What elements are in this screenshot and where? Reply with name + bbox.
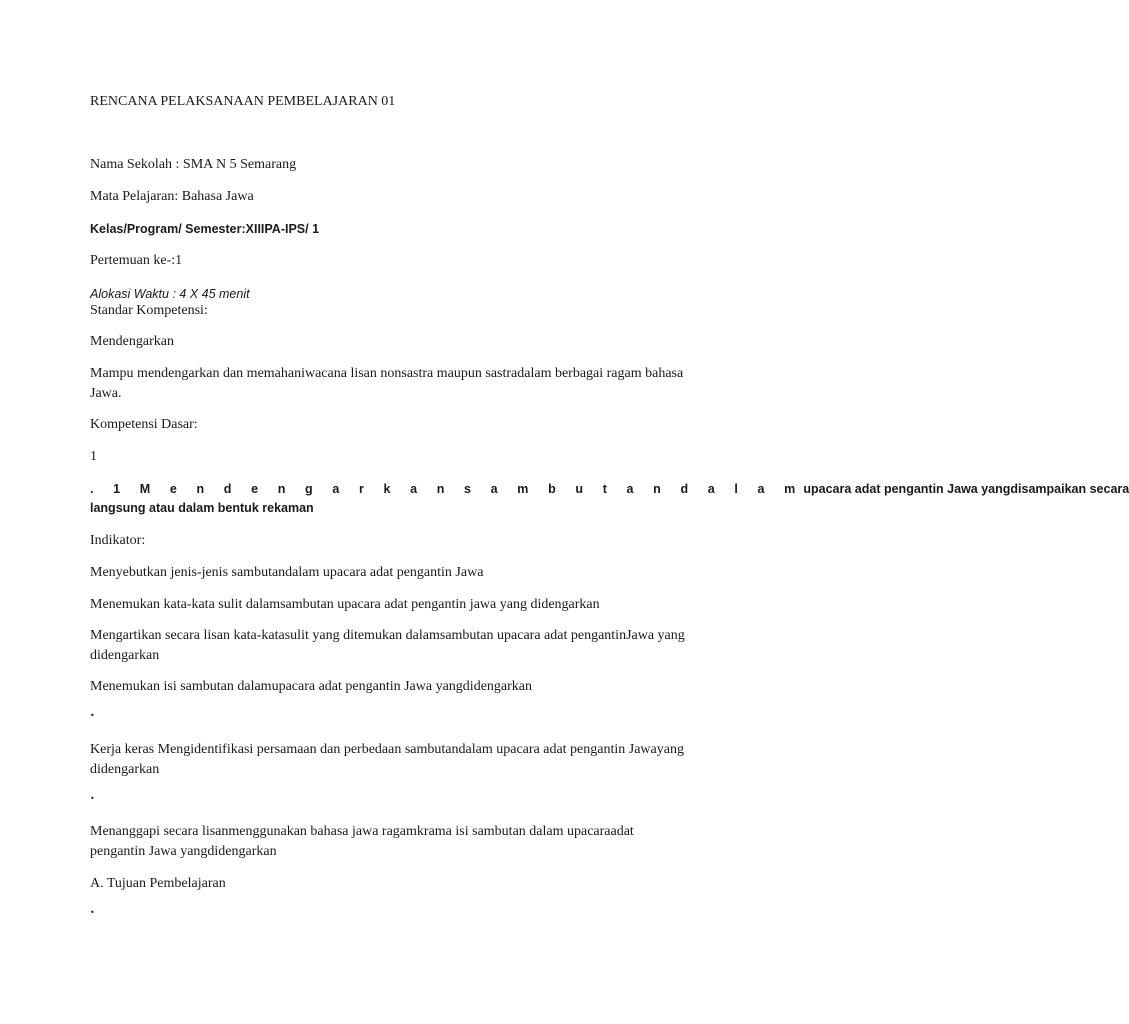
indikator-item-3-line-1: Mengartikan secara lisan kata-katasulit yang ditemukan dalamsambutan upacara adat pengantinJawa yang	[90, 628, 685, 643]
bullet-marker-3: •	[90, 908, 95, 917]
mampu-line-2: Jawa.	[90, 386, 122, 401]
kd-line-1-spaced: . 1 M e n d e n g a r k a n s a m b u t a n d a l a m	[90, 482, 800, 496]
standar-kompetensi-label: Standar Kompetensi:	[90, 303, 208, 318]
kompetensi-dasar-label: Kompetensi Dasar:	[90, 417, 198, 432]
indikator-label: Indikator:	[90, 533, 146, 548]
kd-line-1	[90, 479, 1129, 499]
menanggapi-line-2: pengantin Jawa yangdidengarkan	[90, 844, 277, 859]
alokasi-waktu-line: Alokasi Waktu : 4 X 45 menit	[90, 287, 250, 301]
indikator-item-1: Menyebutkan jenis-jenis sambutandalam upacara adat pengantin Jawa	[90, 565, 484, 580]
pertemuan-line: Pertemuan ke-:1	[90, 253, 183, 268]
kd-line-2: langsung atau dalam bentuk rekaman	[90, 501, 314, 515]
indikator-item-3-line-2: didengarkan	[90, 648, 160, 663]
mendengarkan-heading: Mendengarkan	[90, 334, 174, 349]
indikator-item-4: Menemukan isi sambutan dalamupacara adat pengantin Jawa yangdidengarkan	[90, 679, 533, 694]
document-title: RENCANA PELAKSANAAN PEMBELAJARAN 01	[90, 94, 396, 109]
kelas-program-line: Kelas/Program/ Semester:XIIIPA-IPS/ 1	[90, 222, 320, 236]
menanggapi-line-1: Menanggapi secara lisanmenggunakan bahasa jawa ragamkrama isi sambutan dalam upacaraadat	[90, 824, 634, 839]
kd-line-1-rest: upacara adat pengantin Jawa yangdisampaikan secara	[799, 482, 1129, 496]
mata-pelajaran-line: Mata Pelajaran: Bahasa Jawa	[90, 189, 254, 204]
nama-sekolah-line: Nama Sekolah : SMA N 5 Semarang	[90, 157, 297, 172]
kerja-keras-line-1: Kerja keras Mengidentifikasi persamaan dan perbedaan sambutandalam upacara adat pengantin Jawayang	[90, 742, 684, 757]
indikator-item-2: Menemukan kata-kata sulit dalamsambutan upacara adat pengantin jawa yang didengarkan	[90, 597, 600, 612]
kerja-keras-line-2: didengarkan	[90, 762, 160, 777]
kd-number: 1	[90, 449, 97, 464]
tujuan-pembelajaran-heading: A. Tujuan Pembelajaran	[90, 876, 226, 891]
mampu-line-1: Mampu mendengarkan dan memahaniwacana lisan nonsastra maupun sastradalam berbagai ragam bahasa	[90, 366, 684, 381]
bullet-marker-1: •	[90, 711, 95, 720]
bullet-marker-2: •	[90, 794, 95, 803]
